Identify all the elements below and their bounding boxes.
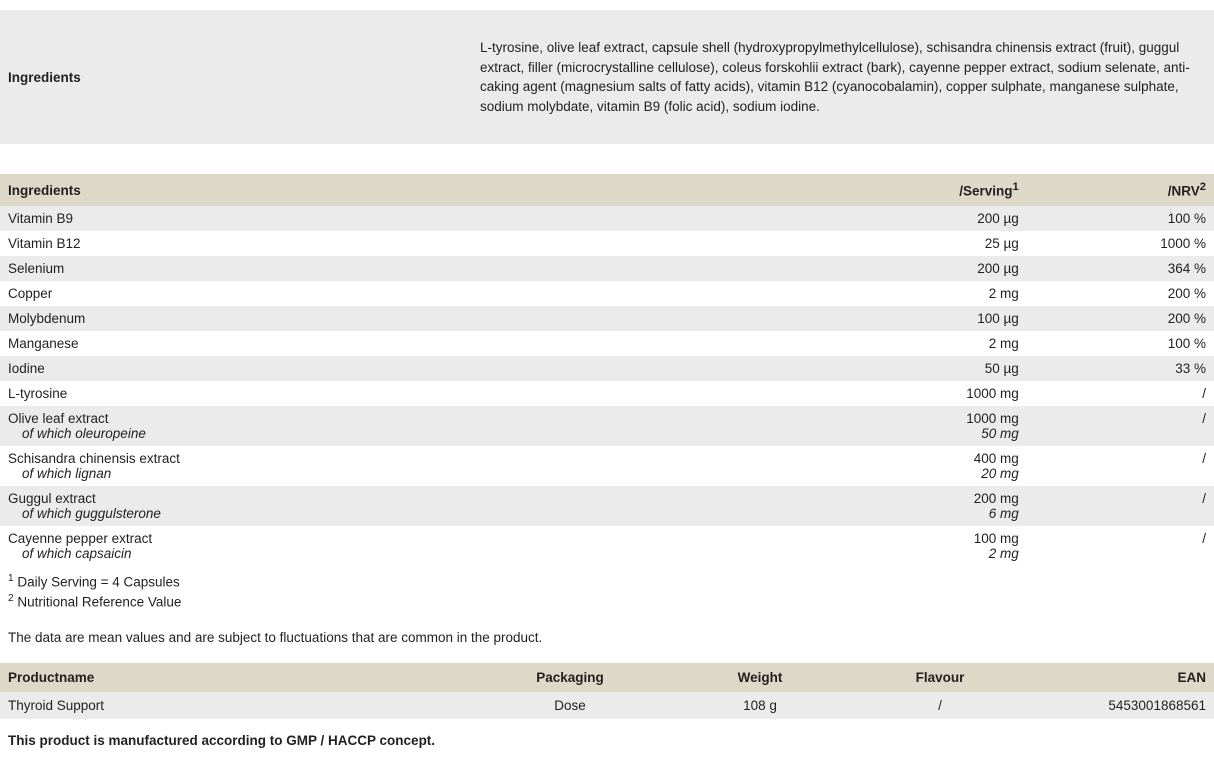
row-name: [0, 486, 705, 526]
header-serving: [705, 174, 1027, 206]
row-name-main: Schisandra chinensis extract: [8, 450, 180, 466]
row-serving: 1000 mg: [705, 381, 1027, 406]
row-serving: [705, 526, 1027, 566]
header-serving-label: /Serving: [959, 183, 1013, 199]
row-serving-main: 1000 mg: [966, 410, 1019, 426]
product-table: [0, 663, 1214, 719]
row-name: L-tyrosine: [0, 381, 705, 406]
header-nrv-footnote-marker: 2: [1199, 181, 1206, 194]
row-name-main: Cayenne pepper extract: [8, 530, 153, 546]
product-table-header-row: [0, 663, 1214, 692]
row-name: Copper: [0, 281, 705, 306]
product-table-body: [0, 692, 1214, 719]
row-name-main: Guggul extract: [8, 490, 96, 506]
row-nrv: /: [1027, 486, 1214, 526]
table-row: [0, 692, 1214, 719]
row-nrv: /: [1027, 446, 1214, 486]
header-serving-footnote-marker: 1: [1012, 181, 1019, 194]
row-serving: 2 mg: [705, 331, 1027, 356]
row-name-sub: of which oleuropeine: [22, 425, 146, 441]
footnote-2-marker: 2: [8, 592, 14, 604]
row-name: Vitamin B12: [0, 231, 705, 256]
table-row: [0, 381, 1214, 406]
row-serving-main: 200 mg: [973, 490, 1019, 506]
gmp-haccp-note: This product is manufactured according to GMP / HACCP concept.: [8, 732, 436, 748]
table-row: [0, 256, 1214, 281]
header-nrv-label: /NRV: [1167, 183, 1200, 199]
row-nrv: 1000 %: [1027, 231, 1214, 256]
row-serving: [705, 446, 1027, 486]
cell-flavour: /: [850, 692, 1030, 719]
row-serving-sub: 6 mg: [988, 505, 1019, 521]
nutrition-table-header-row: [0, 174, 1214, 206]
product-table-head: [0, 663, 1214, 692]
nutrition-table-body: [0, 206, 1214, 566]
row-serving: 2 mg: [705, 281, 1027, 306]
row-nrv: /: [1027, 526, 1214, 566]
row-serving: 25 µg: [705, 231, 1027, 256]
header-productname: Productname: [0, 663, 470, 692]
cell-weight: 108 g: [670, 692, 850, 719]
table-row: [0, 306, 1214, 331]
row-name: [0, 446, 705, 486]
table-row: [0, 356, 1214, 381]
row-nrv: 100 %: [1027, 331, 1214, 356]
row-name-sub: of which guggulsterone: [22, 505, 161, 521]
footnote-1-text: Daily Serving = 4 Capsules: [17, 574, 180, 590]
ingredients-declaration-block: [0, 10, 1214, 144]
row-name: [0, 406, 705, 446]
row-serving: 200 µg: [705, 206, 1027, 231]
row-name: Iodine: [0, 356, 705, 381]
row-nrv: 200 %: [1027, 281, 1214, 306]
row-serving: [705, 406, 1027, 446]
cell-productname: Thyroid Support: [0, 692, 470, 719]
row-serving-sub: 50 mg: [981, 425, 1019, 441]
header-flavour: Flavour: [850, 663, 1030, 692]
row-nrv: 200 %: [1027, 306, 1214, 331]
product-spec-page: [0, 10, 1214, 778]
footnote-1: [8, 572, 1206, 592]
row-name: Vitamin B9: [0, 206, 705, 231]
header-packaging: Packaging: [470, 663, 670, 692]
table-row: [0, 406, 1214, 446]
header-ean: EAN: [1030, 663, 1214, 692]
row-name: [0, 526, 705, 566]
row-serving: 200 µg: [705, 256, 1027, 281]
footnote-1-marker: 1: [8, 572, 14, 584]
table-row: [0, 526, 1214, 566]
header-ingredients: Ingredients: [0, 174, 705, 206]
cell-packaging: Dose: [470, 692, 670, 719]
row-name: Molybdenum: [0, 306, 705, 331]
row-serving: 50 µg: [705, 356, 1027, 381]
row-serving-sub: 2 mg: [988, 545, 1019, 561]
table-row: [0, 486, 1214, 526]
footnotes: [0, 572, 1214, 612]
row-nrv: /: [1027, 406, 1214, 446]
footnote-2: [8, 592, 1206, 612]
row-nrv: 33 %: [1027, 356, 1214, 381]
table-row: [0, 331, 1214, 356]
mean-values-note: The data are mean values and are subject to fluctuations that are common in the product.: [8, 629, 543, 645]
row-nrv: 364 %: [1027, 256, 1214, 281]
row-nrv: /: [1027, 381, 1214, 406]
footnote-2-text: Nutritional Reference Value: [17, 594, 182, 610]
row-serving-main: 100 mg: [973, 530, 1019, 546]
row-name-sub: of which capsaicin: [22, 545, 132, 561]
row-serving-main: 400 mg: [973, 450, 1019, 466]
header-weight: Weight: [670, 663, 850, 692]
nutrition-table: [0, 174, 1214, 566]
table-row: [0, 231, 1214, 256]
row-name-sub: of which lignan: [22, 465, 112, 481]
row-serving: 100 µg: [705, 306, 1027, 331]
table-row: [0, 206, 1214, 231]
row-nrv: 100 %: [1027, 206, 1214, 231]
row-name: Selenium: [0, 256, 705, 281]
row-name-main: Olive leaf extract: [8, 410, 109, 426]
header-nrv: [1027, 174, 1214, 206]
cell-ean: 5453001868561: [1030, 692, 1214, 719]
row-serving-sub: 20 mg: [981, 465, 1019, 481]
ingredients-declaration-label: Ingredients: [8, 69, 81, 85]
table-row: [0, 281, 1214, 306]
row-serving: [705, 486, 1027, 526]
ingredients-declaration-text: L-tyrosine, olive leaf extract, capsule shell (hydroxypropylmethylcellulose), schisandra chinensis extract (fruit), guggul extract, filler (microcrystalline cellulose), coleus forskohlii extract (bark), cayenne pepper extract, sodium selenate, anti-caking agent (magnesium salts of fatty acids), vitamin B12 (cyanocobalamin), copper sulphate, manganese sulphate, sodium molybdate, vitamin B9 (folic acid), sodium iodine.: [480, 40, 1190, 114]
row-name: Manganese: [0, 331, 705, 356]
nutrition-table-head: [0, 174, 1214, 206]
table-row: [0, 446, 1214, 486]
